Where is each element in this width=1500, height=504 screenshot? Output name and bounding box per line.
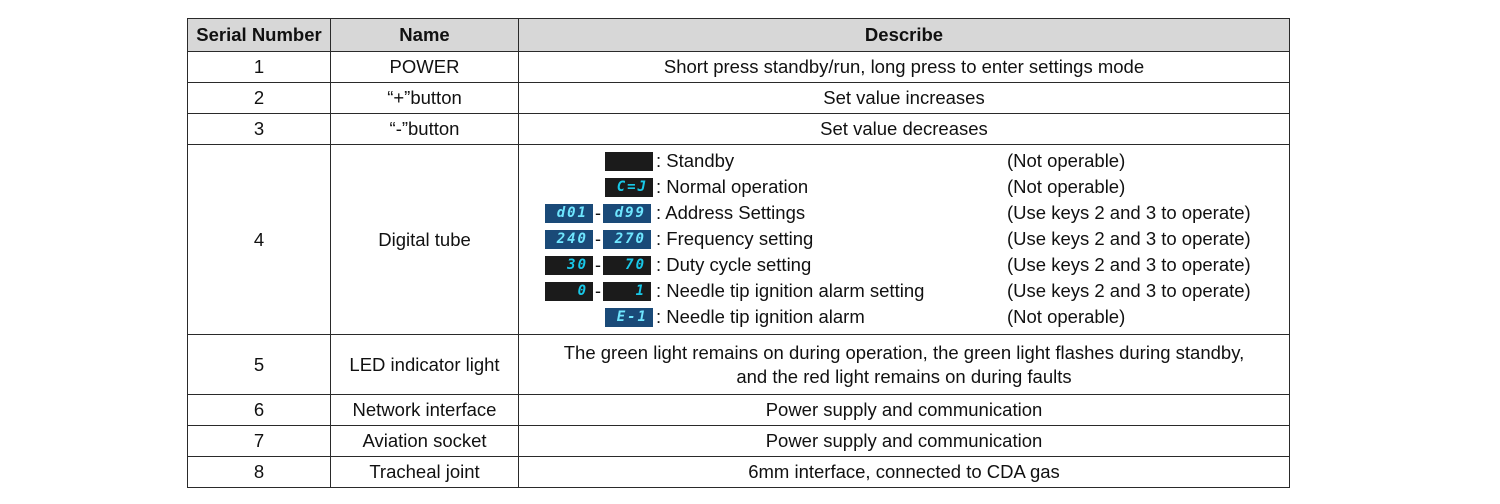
display-e1-icon: E-1 <box>605 308 653 327</box>
header-describe: Describe <box>519 19 1290 52</box>
name-cell: Aviation socket <box>331 426 519 457</box>
describe-cell: Power supply and communication <box>519 395 1290 426</box>
display-240-icon: 240 <box>545 230 593 249</box>
describe-cell: Power supply and communication <box>519 426 1290 457</box>
serial-cell: 3 <box>188 114 331 145</box>
table-row <box>188 52 1290 83</box>
header-row <box>188 19 1290 52</box>
describe-cell: Short press standby/run, long press to enter settings mode <box>519 52 1290 83</box>
describe-cell: 6mm interface, connected to CDA gas <box>519 457 1290 488</box>
serial-cell: 2 <box>188 83 331 114</box>
name-cell: “-”button <box>331 114 519 145</box>
table-row <box>188 426 1290 457</box>
name-cell: POWER <box>331 52 519 83</box>
header-name: Name <box>331 19 519 52</box>
describe-cell: The green light remains on during operation, the green light flashes during standby, and the red light remains on during faults <box>519 335 1290 395</box>
table-row <box>188 145 1290 335</box>
name-cell: Digital tube <box>331 145 519 335</box>
table-row <box>188 395 1290 426</box>
describe-cell: Set value decreases <box>519 114 1290 145</box>
display-1-icon: 1 <box>603 282 651 301</box>
name-cell: Tracheal joint <box>331 457 519 488</box>
table-row <box>188 457 1290 488</box>
display-270-icon: 270 <box>603 230 651 249</box>
serial-cell: 4 <box>188 145 331 335</box>
digital-tube-legend: : Standby (Not operable) C=J : Normal operation (Not operable) d01 - d99 : Address Settings (Use keys 2 and 3 to operate) 240 - 270 : Frequency setting (Use keys 2 and 3 to operate) 30 - 70 : Duty cycle setting (Use keys 2 and 3 to operate) 0 - 1 : Needle tip ignition alarm setting (Use keys 2 and 3 to operate) E-1 : Needle tip ignition alarm (Not operable) <box>519 145 1289 334</box>
table-row <box>188 335 1290 395</box>
spec-table <box>187 18 1290 488</box>
name-cell: Network interface <box>331 395 519 426</box>
name-cell: “+”button <box>331 83 519 114</box>
serial-cell: 5 <box>188 335 331 395</box>
serial-cell: 1 <box>188 52 331 83</box>
serial-cell: 7 <box>188 426 331 457</box>
display-d99-icon: d99 <box>603 204 651 223</box>
describe-cell: Set value increases <box>519 83 1290 114</box>
table-row <box>188 114 1290 145</box>
serial-cell: 6 <box>188 395 331 426</box>
table-row <box>188 83 1290 114</box>
name-cell: LED indicator light <box>331 335 519 395</box>
serial-cell: 8 <box>188 457 331 488</box>
display-d01-icon: d01 <box>545 204 593 223</box>
display-normal-icon: C=J <box>605 178 653 197</box>
describe-cell <box>519 145 1290 335</box>
display-0-icon: 0 <box>545 282 593 301</box>
display-70-icon: 70 <box>603 256 651 275</box>
header-serial-number: Serial Number <box>188 19 331 52</box>
display-30-icon: 30 <box>545 256 593 275</box>
display-blank-icon <box>605 152 653 171</box>
